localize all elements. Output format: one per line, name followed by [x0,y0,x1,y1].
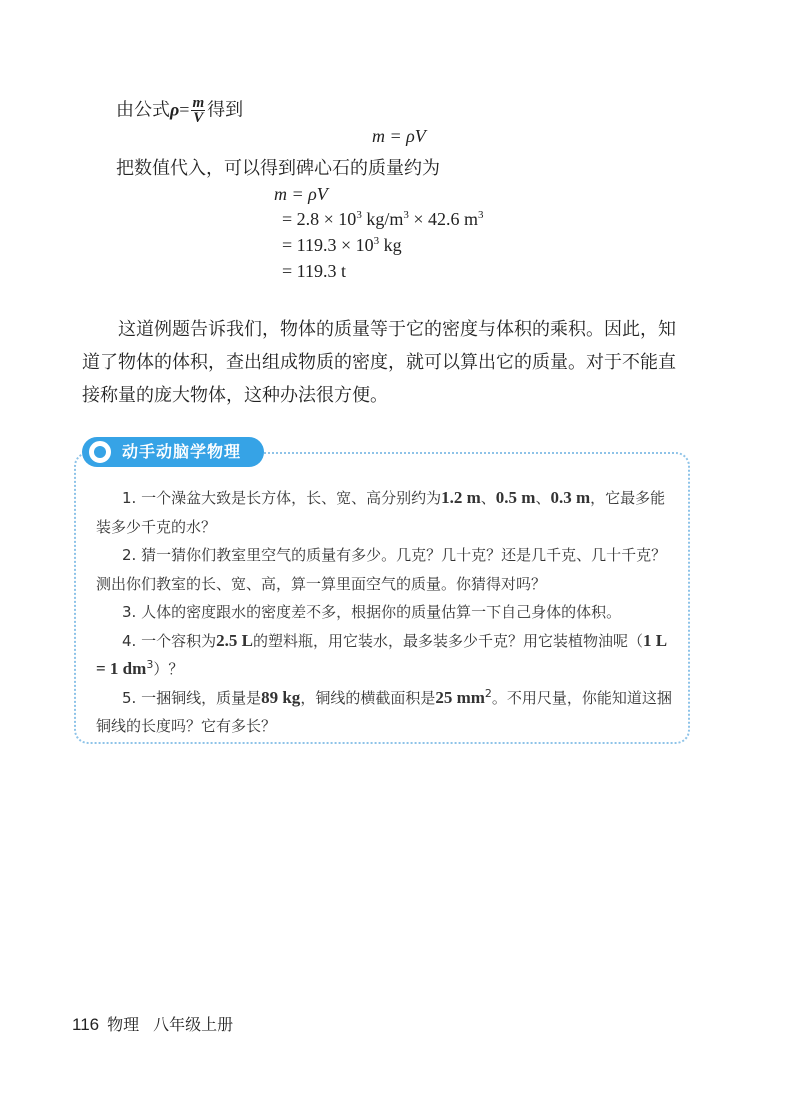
q1-sep-2: 、 [535,489,551,507]
step3-suffix: kg [379,235,402,255]
q5-text-a: 5. 一捆铜线，质量是 [122,688,262,707]
q1-value-3: 0.3 m [550,488,591,507]
q1-text-a: 1. 一个澡盆大致是长方体，长、宽、高分别约为 [122,489,442,507]
substitution-step-1: m = ρV [274,184,328,204]
q5-text-c: 。不用尺量，你能知道这捆铜线的长度吗？它有多长？ [96,688,672,735]
substitution-intro: 把数值代入，可以得到碑心石的质量约为 [116,158,440,179]
explanation-text: 这道例题告诉我们，物体的质量等于它的密度与体积的乘积。因此，知道了物体的体积，查出组成物质的密度，就可以算出它的质量。对于不能直接称量的庞大物体，这种办法很方便。 [82,319,676,406]
question-1 [96,484,680,541]
question-5 [96,684,680,741]
activity-title: 动手动脑学物理 [122,442,242,461]
formula-intro-prefix: 由公式 [116,99,170,121]
q4-text-b: 的塑料瓶，用它装水，最多装多少千克？用它装植物油呢（ [252,631,643,650]
q1-value-1: 1.2 m [441,488,481,507]
explanation-paragraph [82,313,688,412]
q4-exp: 3 [146,658,154,671]
step2-exp-3: 3 [477,209,484,221]
footer-grade: 八年级上册 [153,1015,234,1034]
equals-sign: = [179,99,190,120]
page-number: 116 [72,1015,100,1034]
step2-mid: kg/m [361,209,404,229]
step2-mid-2: × 42.6 m [408,209,478,229]
footer-subject: 物理 [107,1015,140,1034]
rho-symbol: ρ [170,99,180,120]
activity-questions [96,484,680,741]
question-4 [96,627,680,684]
q1-value-2: 0.5 m [495,488,536,507]
step2-prefix: = 2.8 × 10 [282,209,357,229]
q1-sep-1: 、 [480,489,496,507]
formula-intro-suffix: 得到 [207,99,244,121]
activity-title-tab [82,437,264,467]
fraction-m-over-v [191,96,205,125]
step2-exp-2: 3 [403,209,409,221]
substitution-step-3 [282,233,402,257]
step2-exp-1: 3 [356,209,362,221]
target-icon [86,438,114,466]
derived-formula: m = ρV [372,126,426,146]
q4-value: 2.5 L [216,630,253,650]
question-2: 2. 猜一猜你们教室里空气的质量有多少。几克？几十克？还是几千克、几十千克？测出你们教室的长、宽、高，算一算里面空气的质量。你猜得对吗？ [96,546,667,593]
q5-value-1: 89 kg [261,687,301,707]
q5-text-b: ，铜线的横截面积是 [300,688,436,707]
substitution-step-2 [282,207,483,231]
q4-text-a: 4. 一个容积为 [122,631,217,650]
fraction-denominator: V [193,110,204,126]
q4-unit: 1 L = 1 dm [96,630,667,678]
q5-value-2: 25 mm [435,687,485,707]
formula-rho [170,100,189,120]
step3-exp: 3 [373,235,380,247]
q1-text-b: ，它最多能装多少千克的水？ [96,489,666,536]
q4-text-c: ）？ [153,660,184,678]
q5-exp: 2 [484,686,492,700]
step3-prefix: = 119.3 × 10 [282,235,374,255]
substitution-step-4: = 119.3 t [282,261,346,281]
page-footer [72,1015,233,1035]
formula-intro [116,96,243,125]
fraction-numerator: m [192,95,205,111]
question-3: 3. 人体的密度跟水的密度差不多，根据你的质量估算一下自己身体的体积。 [122,603,622,621]
